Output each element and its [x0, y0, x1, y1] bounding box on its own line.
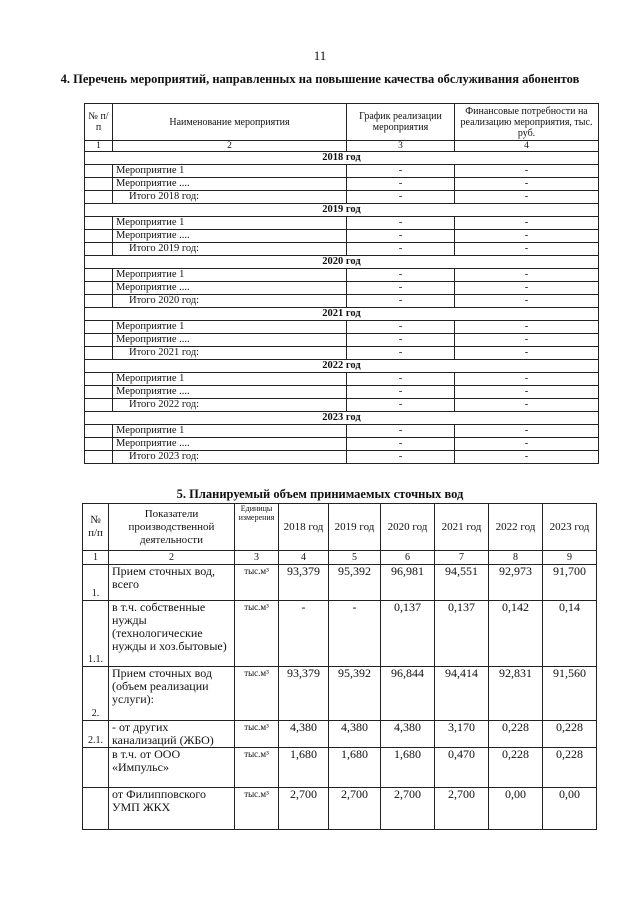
- measure-name: Мероприятие 1: [113, 373, 347, 386]
- column-number: 2: [113, 141, 347, 152]
- row-number-cell: [85, 269, 113, 282]
- column-number: 8: [489, 551, 543, 565]
- value-cell: -: [329, 601, 381, 667]
- unit-cell: тыс.м³: [235, 565, 279, 601]
- finance-cell: -: [455, 217, 599, 230]
- schedule-cell: -: [347, 165, 455, 178]
- indicator-name: в т.ч. собственные нужды (технологические нужды и хоз.бытовые): [109, 601, 235, 667]
- schedule-cell: -: [347, 282, 455, 295]
- schedule-cell: -: [347, 425, 455, 438]
- table-row: [85, 386, 599, 399]
- row-number-cell: [85, 334, 113, 347]
- table-row: [85, 373, 599, 386]
- finance-cell: -: [455, 438, 599, 451]
- row-number-cell: [85, 243, 113, 256]
- value-cell: 2,700: [435, 788, 489, 830]
- row-number-cell: [85, 399, 113, 412]
- total-row: [85, 243, 599, 256]
- column-number: 1: [85, 141, 113, 152]
- wastewater-table-body: [83, 565, 597, 830]
- schedule-cell: -: [347, 191, 455, 204]
- header-cell: 2019 год: [329, 504, 381, 551]
- header-cell: 2022 год: [489, 504, 543, 551]
- column-number-row: [85, 141, 599, 152]
- indicator-name: Прием сточных вод (объем реализации услуги):: [109, 667, 235, 721]
- total-label: Итого 2022 год:: [113, 399, 347, 412]
- total-row: [85, 347, 599, 360]
- value-cell: 0,228: [543, 748, 597, 788]
- value-cell: 0,137: [435, 601, 489, 667]
- row-number: 2.1.: [83, 721, 109, 748]
- indicator-name: от Филипповского УМП ЖКХ: [109, 788, 235, 830]
- year-row: [85, 412, 599, 425]
- measure-name: Мероприятие ....: [113, 230, 347, 243]
- total-row: [85, 295, 599, 308]
- value-cell: 93,379: [279, 565, 329, 601]
- column-number: 3: [235, 551, 279, 565]
- value-cell: 96,844: [381, 667, 435, 721]
- year-label: 2022 год: [85, 360, 599, 373]
- finance-cell: -: [455, 269, 599, 282]
- value-cell: 96,981: [381, 565, 435, 601]
- finance-cell: -: [455, 386, 599, 399]
- row-number-cell: [85, 425, 113, 438]
- finance-cell: -: [455, 425, 599, 438]
- indicator-name: Прием сточных вод, всего: [109, 565, 235, 601]
- value-cell: 0,137: [381, 601, 435, 667]
- table-row: [83, 565, 597, 601]
- total-label: Итого 2023 год:: [113, 451, 347, 464]
- measure-name: Мероприятие 1: [113, 165, 347, 178]
- measure-name: Мероприятие ....: [113, 334, 347, 347]
- table-row: [85, 178, 599, 191]
- row-number: 2.: [83, 667, 109, 721]
- year-row: [85, 204, 599, 217]
- table-row: [83, 748, 597, 788]
- page-number: 11: [313, 48, 327, 63]
- value-cell: -: [279, 601, 329, 667]
- total-row: [85, 451, 599, 464]
- finance-cell: -: [455, 191, 599, 204]
- table-row: [83, 601, 597, 667]
- total-label: Итого 2021 год:: [113, 347, 347, 360]
- unit-cell: тыс.м³: [235, 788, 279, 830]
- finance-cell: -: [455, 243, 599, 256]
- table-row: [83, 721, 597, 748]
- value-cell: 0,00: [489, 788, 543, 830]
- value-cell: 0,00: [543, 788, 597, 830]
- schedule-cell: -: [347, 334, 455, 347]
- total-label: Итого 2020 год:: [113, 295, 347, 308]
- year-label: 2021 год: [85, 308, 599, 321]
- year-row: [85, 152, 599, 165]
- table-row: [85, 425, 599, 438]
- indicator-name: - от других канализаций (ЖБО): [109, 721, 235, 748]
- value-cell: 95,392: [329, 565, 381, 601]
- finance-cell: -: [455, 399, 599, 412]
- schedule-cell: -: [347, 217, 455, 230]
- schedule-cell: -: [347, 230, 455, 243]
- unit-cell: тыс.м³: [235, 601, 279, 667]
- measure-name: Мероприятие 1: [113, 425, 347, 438]
- table-row: [83, 788, 597, 830]
- finance-cell: -: [455, 178, 599, 191]
- schedule-cell: -: [347, 399, 455, 412]
- column-number: 7: [435, 551, 489, 565]
- value-cell: 0,228: [489, 748, 543, 788]
- finance-cell: -: [455, 282, 599, 295]
- year-row: [85, 360, 599, 373]
- column-number: 4: [279, 551, 329, 565]
- row-number-cell: [85, 191, 113, 204]
- row-number-cell: [85, 451, 113, 464]
- row-number: [83, 748, 109, 788]
- column-number: 3: [347, 141, 455, 152]
- total-row: [85, 191, 599, 204]
- schedule-cell: -: [347, 373, 455, 386]
- column-number: 5: [329, 551, 381, 565]
- measure-name: Мероприятие 1: [113, 321, 347, 334]
- total-row: [85, 399, 599, 412]
- column-number: 9: [543, 551, 597, 565]
- row-number-cell: [85, 230, 113, 243]
- row-number: 1.1.: [83, 601, 109, 667]
- column-number: 2: [109, 551, 235, 565]
- value-cell: 95,392: [329, 667, 381, 721]
- schedule-cell: -: [347, 386, 455, 399]
- table-row: [85, 282, 599, 295]
- total-label: Итого 2018 год:: [113, 191, 347, 204]
- value-cell: 0,228: [489, 721, 543, 748]
- year-label: 2018 год: [85, 152, 599, 165]
- value-cell: 0,228: [543, 721, 597, 748]
- row-number-cell: [85, 178, 113, 191]
- header-cell: Единицы измерения: [235, 504, 279, 551]
- value-cell: 2,700: [329, 788, 381, 830]
- measures-table-body: [85, 152, 599, 464]
- value-cell: 4,380: [329, 721, 381, 748]
- schedule-cell: -: [347, 321, 455, 334]
- value-cell: 2,700: [381, 788, 435, 830]
- header-cell: № п/п: [85, 104, 113, 141]
- row-number-cell: [85, 347, 113, 360]
- finance-cell: -: [455, 295, 599, 308]
- schedule-cell: -: [347, 451, 455, 464]
- schedule-cell: -: [347, 347, 455, 360]
- header-cell: 2018 год: [279, 504, 329, 551]
- year-label: 2023 год: [85, 412, 599, 425]
- value-cell: 91,560: [543, 667, 597, 721]
- row-number-cell: [85, 295, 113, 308]
- measures-table: [84, 103, 599, 464]
- year-label: 2020 год: [85, 256, 599, 269]
- row-number-cell: [85, 165, 113, 178]
- schedule-cell: -: [347, 178, 455, 191]
- finance-cell: -: [455, 230, 599, 243]
- indicator-name: в т.ч. от ООО «Импульс»: [109, 748, 235, 788]
- value-cell: 4,380: [381, 721, 435, 748]
- value-cell: 94,414: [435, 667, 489, 721]
- finance-cell: -: [455, 451, 599, 464]
- value-cell: 2,700: [279, 788, 329, 830]
- value-cell: 1,680: [329, 748, 381, 788]
- header-cell: Финансовые потребности на реализацию мероприятия, тыс. руб.: [455, 104, 599, 141]
- header-cell: № п/п: [83, 504, 109, 551]
- table-row: [85, 165, 599, 178]
- column-number: 1: [83, 551, 109, 565]
- value-cell: 1,680: [279, 748, 329, 788]
- year-row: [85, 308, 599, 321]
- value-cell: 3,170: [435, 721, 489, 748]
- header-cell: Наименование мероприятия: [113, 104, 347, 141]
- table-row: [85, 321, 599, 334]
- value-cell: 0,14: [543, 601, 597, 667]
- row-number-cell: [85, 282, 113, 295]
- finance-cell: -: [455, 347, 599, 360]
- table-row: [85, 230, 599, 243]
- schedule-cell: -: [347, 269, 455, 282]
- measure-name: Мероприятие 1: [113, 269, 347, 282]
- measure-name: Мероприятие ....: [113, 178, 347, 191]
- value-cell: 0,142: [489, 601, 543, 667]
- wastewater-volume-table: [82, 503, 597, 830]
- total-label: Итого 2019 год:: [113, 243, 347, 256]
- table-row: [85, 269, 599, 282]
- unit-cell: тыс.м³: [235, 667, 279, 721]
- column-number: 4: [455, 141, 599, 152]
- unit-cell: тыс.м³: [235, 748, 279, 788]
- header-cell: График реализации мероприятия: [347, 104, 455, 141]
- table-header-row: [85, 104, 599, 141]
- measure-name: Мероприятие ....: [113, 282, 347, 295]
- schedule-cell: -: [347, 243, 455, 256]
- value-cell: 94,551: [435, 565, 489, 601]
- row-number: [83, 788, 109, 830]
- measure-name: Мероприятие ....: [113, 438, 347, 451]
- value-cell: 93,379: [279, 667, 329, 721]
- section-5-title: 5. Планируемый объем принимаемых сточных вод: [176, 487, 464, 501]
- header-cell: Показатели производственной деятельности: [109, 504, 235, 551]
- finance-cell: -: [455, 373, 599, 386]
- row-number: 1.: [83, 565, 109, 601]
- table-row: [83, 667, 597, 721]
- header-cell: 2021 год: [435, 504, 489, 551]
- value-cell: 92,831: [489, 667, 543, 721]
- table-row: [85, 438, 599, 451]
- schedule-cell: -: [347, 295, 455, 308]
- value-cell: 0,470: [435, 748, 489, 788]
- measure-name: Мероприятие 1: [113, 217, 347, 230]
- measure-name: Мероприятие ....: [113, 386, 347, 399]
- schedule-cell: -: [347, 438, 455, 451]
- finance-cell: -: [455, 334, 599, 347]
- year-row: [85, 256, 599, 269]
- row-number-cell: [85, 386, 113, 399]
- value-cell: 91,700: [543, 565, 597, 601]
- section-4-title: 4. Перечень мероприятий, направленных на повышение качества обслуживания абонентов: [60, 72, 580, 86]
- table-row: [85, 217, 599, 230]
- value-cell: 4,380: [279, 721, 329, 748]
- table-row: [85, 334, 599, 347]
- header-cell: 2020 год: [381, 504, 435, 551]
- row-number-cell: [85, 438, 113, 451]
- value-cell: 1,680: [381, 748, 435, 788]
- table-header-row: [83, 504, 597, 551]
- column-number-row: [83, 551, 597, 565]
- column-number: 6: [381, 551, 435, 565]
- row-number-cell: [85, 373, 113, 386]
- value-cell: 92,973: [489, 565, 543, 601]
- row-number-cell: [85, 321, 113, 334]
- finance-cell: -: [455, 321, 599, 334]
- finance-cell: -: [455, 165, 599, 178]
- year-label: 2019 год: [85, 204, 599, 217]
- header-cell: 2023 год: [543, 504, 597, 551]
- row-number-cell: [85, 217, 113, 230]
- unit-cell: тыс.м³: [235, 721, 279, 748]
